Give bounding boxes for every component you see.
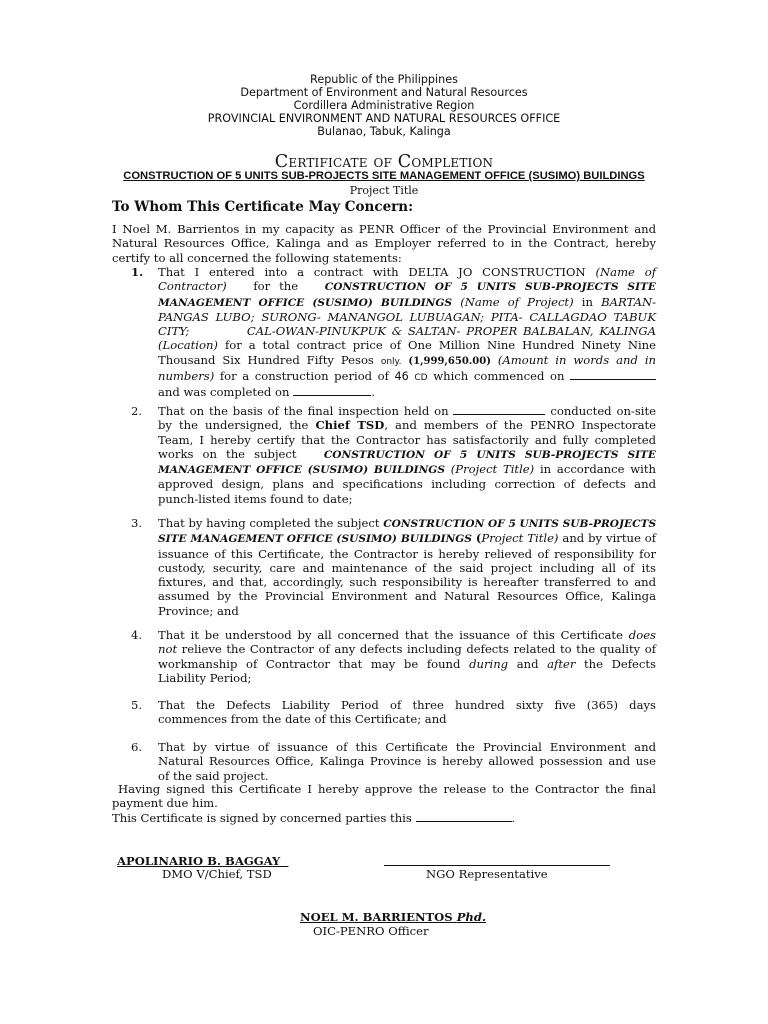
- statement-line: MANAGEMENT OFFICE (SUSIMO) BUILDINGS (Project Title) in accordance with: [158, 462, 657, 477]
- statement-1: [131, 265, 656, 400]
- statement-2: [131, 404, 656, 506]
- commenced-date-blank: [570, 369, 656, 380]
- statement-line: by the undersigned, the Chief TSD, and members of the PENRO Inspectorate: [158, 418, 657, 433]
- statement-line: SITE MANAGEMENT OFFICE (SUSIMO) BUILDINGS (Project Title) and by virtue of: [158, 531, 657, 546]
- statement-line: custody, security, care and maintenance of the said project including all of its: [158, 560, 656, 575]
- statement-line: Contractor) for the CONSTRUCTION OF 5 UNITS SUB-PROJECTS SITE: [158, 279, 656, 294]
- closing-line: This Certificate is signed by concerned parties this .: [112, 810, 516, 825]
- signing-date-blank: [416, 811, 512, 822]
- signatory-role-ngo: NGO Representative: [426, 867, 548, 881]
- closing-line: payment due him.: [112, 796, 218, 811]
- header-address: Bulanao, Tabuk, Kalinga: [317, 125, 451, 138]
- certificate-title: Certificate of Completion: [274, 152, 494, 172]
- statement-line: PANGAS LUBO; SURONG- MANANGOL LUBUAGAN; PITA- CALLAGDAO TABUK: [158, 309, 656, 324]
- statement-line: Natural Resources Office, Kalinga Province is hereby allowed possession and use: [158, 754, 656, 769]
- ngo-signature-line: [384, 852, 610, 866]
- statement-line: assumed by the Provincial Environment and Natural Resources Office, Kalinga: [158, 589, 656, 604]
- statement-line: fixtures, and that, accordingly, such responsibility is hereafter transferred to and: [158, 575, 656, 590]
- project-title-caption: Project Title: [349, 184, 419, 197]
- statement-5: [131, 698, 656, 727]
- statement-3: [131, 516, 656, 618]
- intro-line: I Noel M. Barrientos in my capacity as PENR Officer of the Provincial Environment and: [112, 222, 656, 236]
- statement-line: and was completed on .: [158, 385, 375, 400]
- statement-line: CITY; CAL-OWAN-PINUKPUK & SALTAN- PROPER BALBALAN, KALINGA: [158, 324, 656, 339]
- statement-number: 2.: [131, 404, 143, 418]
- statement-number: 6.: [131, 740, 143, 754]
- statement-line: That on the basis of the final inspection held on conducted on-site: [158, 404, 657, 418]
- signatory-name-penro: NOEL M. BARRIENTOS Phd.: [300, 910, 486, 924]
- signatory-role-tsd: DMO V/Chief, TSD: [162, 867, 272, 881]
- salutation: To Whom This Certificate May Concern:: [112, 199, 414, 215]
- letterhead: [0, 73, 768, 138]
- statement-line: Thousand Six Hundred Fifty Pesos only. (1,999,650.00) (Amount in words and in: [158, 352, 657, 367]
- statement-line: Team, I hereby certify that the Contractor has satisfactorily and fully completed: [158, 432, 656, 447]
- statement-line: Liability Period;: [158, 670, 252, 685]
- header-region: Cordillera Administrative Region: [293, 99, 475, 112]
- completed-date-blank: [293, 385, 371, 396]
- statement-line: numbers) for a construction period of 46 CD which commenced on: [158, 369, 656, 385]
- statement-line: issuance of this Certificate, the Contractor is hereby relieved of responsibility for: [158, 546, 656, 561]
- statement-line: That by virtue of issuance of this Certificate the Provincial Environment and: [158, 740, 656, 754]
- signatory-role-penro: OIC-PENRO Officer: [313, 924, 429, 938]
- header-office: PROVINCIAL ENVIRONMENT AND NATURAL RESOURCES OFFICE: [207, 112, 561, 125]
- statement-line: not relieve the Contractor of any defects including defects related to the quality of: [158, 642, 656, 657]
- statement-line: Province; and: [158, 603, 239, 618]
- inspection-date-blank: [453, 404, 545, 415]
- statement-line: (Location) for a total contract price of One Million Nine Hundred Ninety Nine: [158, 338, 656, 353]
- statement-line: That I entered into a contract with DELTA JO CONSTRUCTION (Name of: [158, 265, 656, 279]
- closing-paragraph: [112, 782, 656, 825]
- statement-number: 3.: [131, 516, 143, 530]
- statement-line: MANAGEMENT OFFICE (SUSIMO) BUILDINGS (Name of Project) in BARTAN-: [158, 294, 657, 309]
- closing-line: Having signed this Certificate I hereby approve the release to the Contractor the final: [112, 782, 656, 796]
- header-department: Department of Environment and Natural Resources: [240, 86, 528, 99]
- statement-line: punch-listed items found to date;: [158, 491, 353, 506]
- statement-line: That by having completed the subject CONSTRUCTION OF 5 UNITS SUB-PROJECTS: [158, 516, 657, 530]
- statement-number: 4.: [131, 628, 143, 642]
- statement-4: [131, 628, 656, 685]
- intro-line: Natural Resources Office, Kalinga and as Employer referred to in the Contract, hereby: [112, 236, 656, 251]
- statement-line: workmanship of Contractor that may be found during and after the Defects: [158, 656, 657, 671]
- statement-line: approved design, plans and specifications including correction of defects and: [158, 477, 656, 492]
- statement-line: of the said project.: [158, 768, 269, 783]
- statement-6: [131, 740, 656, 783]
- project-name: CONSTRUCTION OF 5 UNITS SUB-PROJECTS SITE MANAGEMENT OFFICE (SUSIMO) BUILDINGS: [123, 170, 645, 182]
- signatory-name-tsd: APOLINARIO B. BAGGAY: [117, 854, 289, 868]
- statement-line: commences from the date of this Certificate; and: [158, 712, 447, 727]
- statement-number: 5.: [131, 698, 143, 712]
- statement-line: works on the subject CONSTRUCTION OF 5 UNITS SUB-PROJECTS SITE: [158, 446, 657, 461]
- header-republic: Republic of the Philippines: [310, 73, 458, 86]
- intro-line: certify to all concerned the following statements:: [112, 250, 402, 265]
- statement-number: 1.: [131, 265, 144, 279]
- intro-paragraph: [112, 222, 656, 265]
- statement-line: That it be understood by all concerned that the issuance of this Certificate does: [158, 628, 657, 642]
- statement-line: That the Defects Liability Period of three hundred sixty five (365) days: [158, 698, 656, 712]
